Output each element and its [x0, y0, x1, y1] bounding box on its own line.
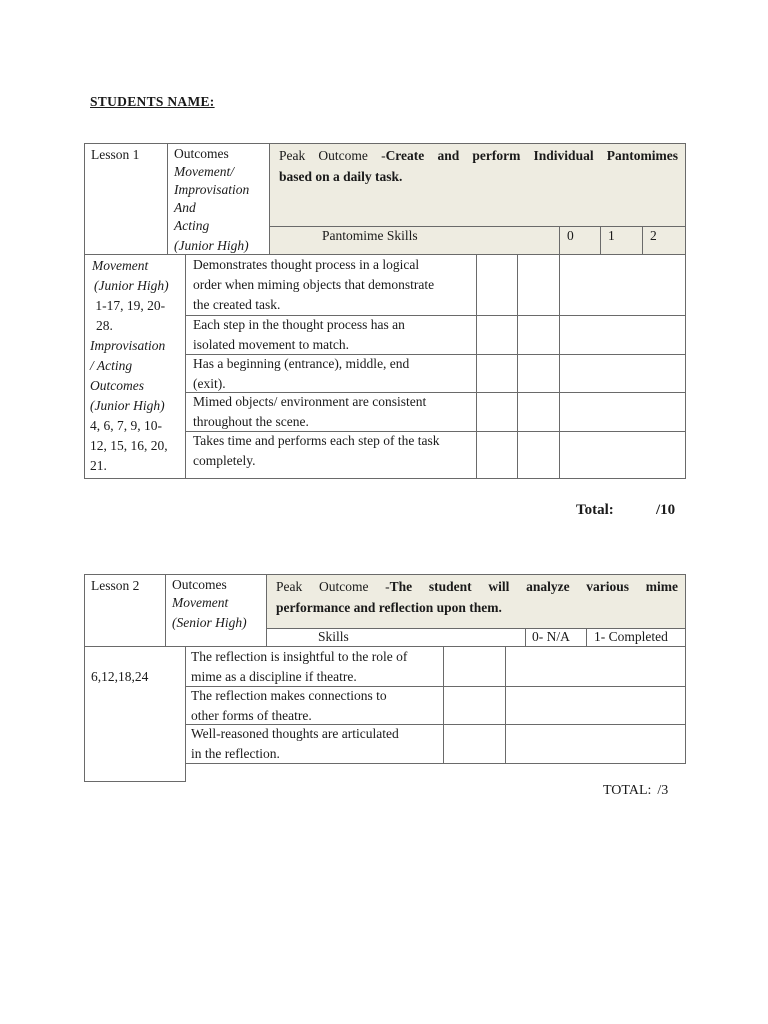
total-1-value: /10 [656, 502, 676, 518]
peak-outcome-1-prefix: Peak Outcome - [279, 148, 386, 163]
side-line: / Acting [90, 358, 133, 373]
side-line: 4, 6, 7, 9, 10- [90, 418, 162, 433]
criterion-line: isolated movement to match. [193, 337, 349, 352]
criterion-2 [193, 315, 475, 355]
side-line: 12, 15, 16, 20, [90, 438, 168, 453]
lesson-1-label: Lesson 1 [91, 147, 140, 162]
side-line: (Junior High) [90, 398, 165, 413]
criterion-line: order when miming objects that demonstrate [193, 277, 435, 292]
total-1 [576, 502, 676, 519]
peak-outcome-2-prefix: Peak Outcome - [276, 579, 390, 594]
outcomes-2-line: (Senior High) [172, 615, 247, 630]
peak-outcome-1 [279, 145, 678, 187]
skills-header-1: Pantomime Skills [322, 228, 418, 243]
criterion-line: other forms of theatre. [191, 708, 312, 723]
side-line: Movement [92, 258, 149, 273]
total-1-label: Total: [576, 502, 614, 518]
total-2 [603, 783, 668, 799]
criterion-line: completely. [193, 453, 256, 468]
criterion-2-3 [191, 724, 443, 764]
peak-outcome-1-title: Create and perform Individual Pantomimes [385, 148, 678, 163]
criterion-line: the created task. [193, 297, 281, 312]
peak-outcome-2 [276, 576, 678, 618]
outcomes-2-cell [172, 576, 266, 633]
peak-outcome-1-title-cont: based on a daily task. [279, 169, 403, 184]
criterion-line: Has a beginning (entrance), middle, end [193, 356, 410, 371]
side-line: Outcomes [90, 378, 144, 393]
criterion-line: Each step in the thought process has an [193, 317, 405, 332]
score-header-1: 1 [608, 228, 615, 243]
score-header-na: 0- N/A [532, 629, 570, 644]
total-2-label: TOTAL: [603, 783, 652, 798]
criterion-4 [193, 392, 475, 432]
outcomes-1-line: And [174, 200, 196, 215]
skills-header-2: Skills [318, 629, 349, 644]
outcomes-2-line: Movement [172, 595, 229, 610]
outcomes-side-1 [90, 256, 184, 476]
students-name-label: STUDENTS NAME: [90, 94, 215, 109]
lesson-2-label: Lesson 2 [91, 578, 140, 593]
side-line: 1-17, 19, 20- [92, 298, 166, 313]
score-header-completed: 1- Completed [594, 629, 668, 644]
criterion-line: throughout the scene. [193, 414, 309, 429]
score-header-0: 0 [567, 228, 574, 243]
score-header-2: 2 [650, 228, 657, 243]
peak-outcome-2-title-cont: performance and reflection upon them. [276, 600, 502, 615]
side-line: 28. [96, 318, 113, 333]
criterion-2-1 [191, 647, 443, 687]
side-line: Improvisation [90, 338, 166, 353]
outcomes-1-line: Movement/ [174, 164, 234, 179]
criterion-1 [193, 255, 475, 315]
criterion-line: The reflection makes connections to [191, 688, 387, 703]
outcomes-1-cell [174, 145, 269, 256]
criterion-line: in the reflection. [191, 746, 280, 761]
criterion-line: The reflection is insightful to the role of [191, 649, 408, 664]
outcomes-side-2: 6,12,18,24 [91, 669, 149, 684]
outcomes-1-line: Improvisation [174, 182, 250, 197]
criterion-line: Mimed objects/ environment are consistent [193, 394, 427, 409]
side-line: 21. [90, 458, 107, 473]
outcomes-1-line: Acting [174, 218, 210, 233]
criterion-line: Well-reasoned thoughts are articulated [191, 726, 399, 741]
outcomes-1-label: Outcomes [174, 146, 229, 161]
criterion-line: mime as a discipline if theatre. [191, 669, 357, 684]
side-line: (Junior High) [94, 278, 169, 293]
peak-outcome-2-title: The student will analyze various mime [389, 579, 678, 594]
criterion-3 [193, 354, 475, 394]
outcomes-2-label: Outcomes [172, 577, 227, 592]
outcomes-1-line: (Junior High) [174, 238, 249, 253]
criterion-line: Demonstrates thought process in a logical [193, 257, 420, 272]
total-2-value: /3 [657, 783, 669, 798]
criterion-2-2 [191, 686, 443, 726]
criterion-line: Takes time and performs each step of the task [193, 433, 440, 448]
criterion-line: (exit). [193, 376, 226, 391]
criterion-5 [193, 431, 475, 471]
